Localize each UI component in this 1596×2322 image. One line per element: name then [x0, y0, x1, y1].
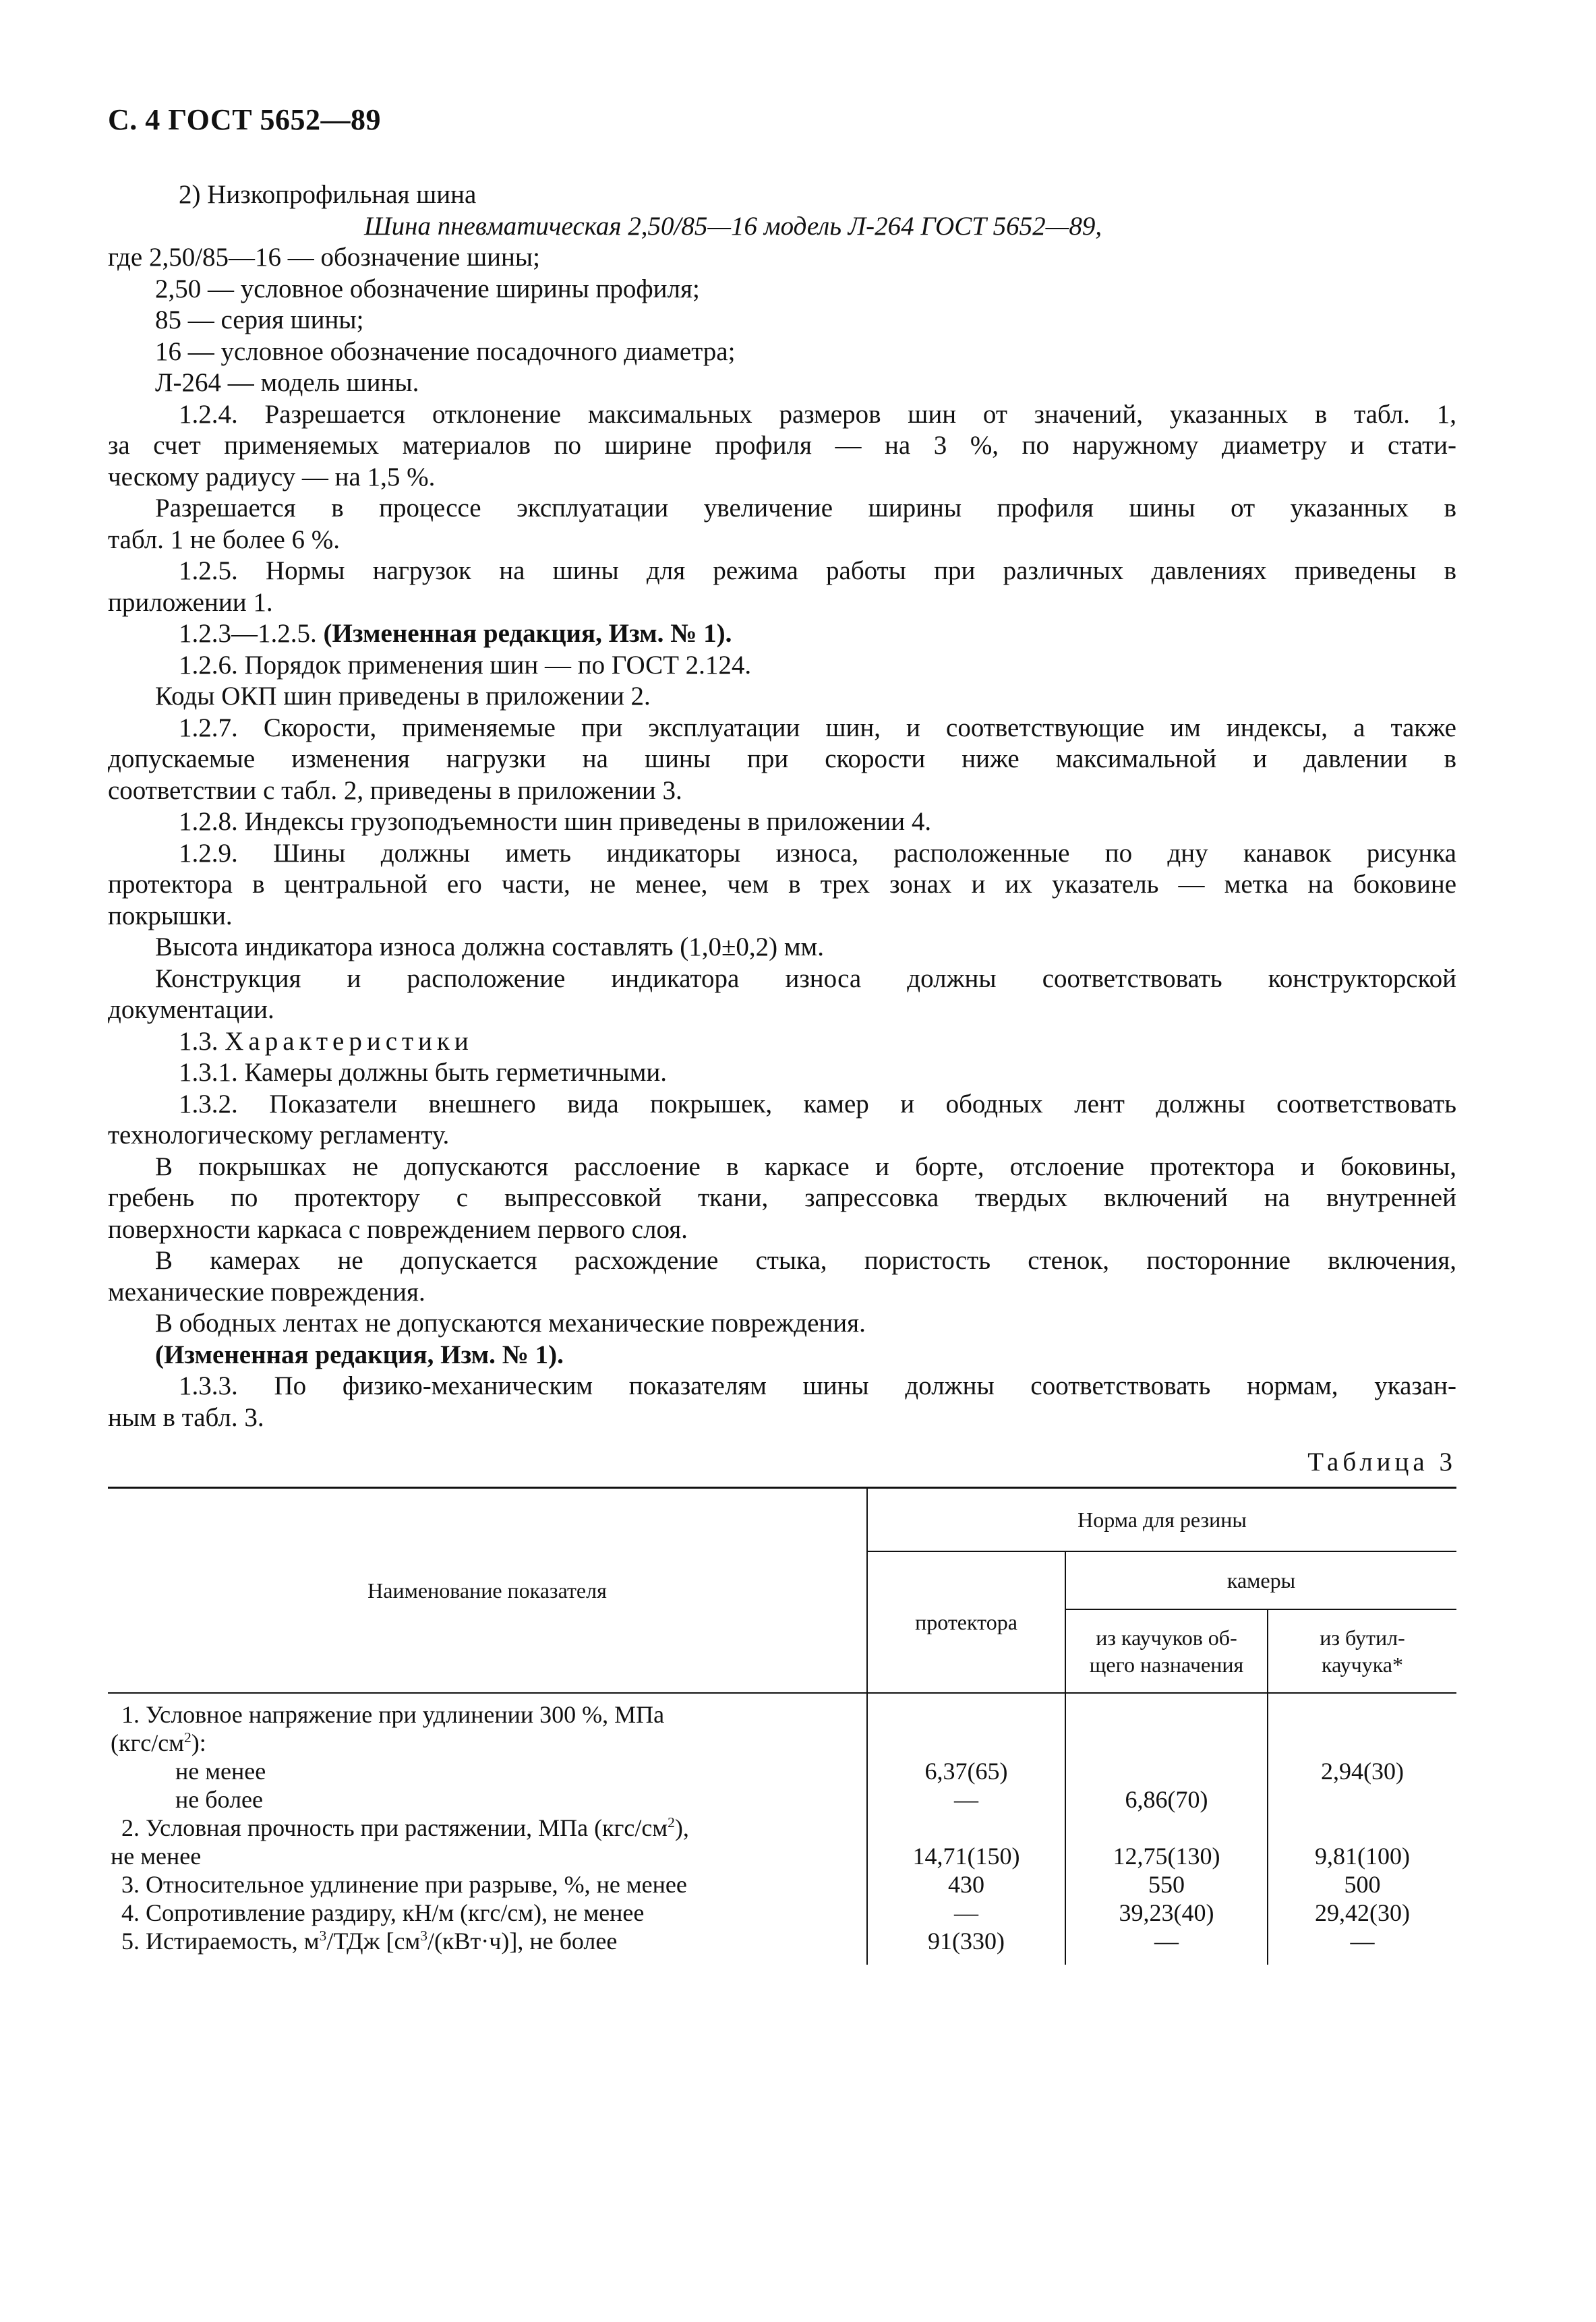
wear-indicator-height: Высота индикатора износа должна составлять (1,0±0,2) мм.	[155, 932, 824, 961]
clause-1-2-6: 1.2.6. Порядок применения шин — по ГОСТ 2.124.	[179, 650, 752, 680]
section-number: 1.3.	[179, 1026, 225, 1056]
clause-1-2-5-line1: 1.2.5. Нормы нагрузок на шины для режима работы при различных давлениях приведены в	[179, 556, 1456, 585]
clause-1-3-2-line1: 1.3.2. Показатели внешнего вида покрышек, камер и ободных лент должны соответствовать	[179, 1089, 1456, 1119]
header-general-rubber-l1: из каучуков об-	[1096, 1626, 1237, 1650]
table-title: Таблица 3	[1307, 1448, 1456, 1477]
row5-general: —	[1065, 1927, 1268, 1965]
clause-1-2-9-line3: покрышки.	[108, 901, 233, 930]
clause-1-2-4-line1: 1.2.4. Разрешается отклонение максимальных размеров шин от значений, указанных в табл. 1,	[179, 399, 1456, 429]
clause-1-2-4-line2: за счет применяемых материалов по ширине профиля — на 3 %, по наружному диаметру и стати-	[108, 431, 1456, 460]
table-row	[108, 1757, 1456, 1785]
rim-tape-defects: В ободных лентах не допускаются механические повреждения.	[155, 1309, 866, 1338]
clause-1-2-4-line3: ческому радиусу — на 1,5 %.	[108, 462, 436, 492]
tire-defects-line3: поверхности каркаса с повреждением первого слоя.	[108, 1214, 688, 1244]
tire-defects-line2: гребень по протектору с выпрессовкой ткани, запрессовка твердых включений на внутренней	[108, 1183, 1456, 1212]
header-butyl-rubber-l2: каучука*	[1322, 1653, 1403, 1677]
clause-1-2-5-line2: приложении 1.	[108, 587, 273, 617]
clause-1-3-3-line1: 1.3.3. По физико-механическим показателям шины должны соответствовать нормам, указан-	[179, 1371, 1456, 1400]
paragraph-low-profile-tire: 2) Низкопрофильная шина	[179, 180, 477, 209]
table-row	[108, 1729, 1456, 1757]
clause-1-3-3-line2: ным в табл. 3.	[108, 1402, 264, 1432]
row1-unit-sup: 2	[183, 1729, 191, 1746]
row1-max-general: 6,86(70)	[1065, 1785, 1268, 1814]
wear-indicator-design-line1: Конструкция и расположение индикатора износа должны соответствовать конструкторской	[155, 963, 1456, 993]
row2-label-post: ),	[674, 1814, 689, 1841]
row5-label-b: /ТДж [см	[326, 1928, 421, 1955]
explanation-series: 85 — серия шины;	[155, 305, 364, 334]
clause-width-increase-line2: табл. 1 не более 6 %.	[108, 525, 340, 554]
row4-tread: —	[867, 1899, 1065, 1927]
row3-label: 3. Относительное удлинение при разрыве, %, не менее	[121, 1871, 687, 1898]
row4-label: 4. Сопротивление раздиру, кН/м (кгс/см), не менее	[121, 1899, 645, 1926]
section-1-3-heading	[108, 1026, 1456, 1058]
header-general-rubber-l2: щего назначения	[1089, 1653, 1244, 1677]
row1-min-label: не менее	[175, 1758, 266, 1785]
row1-min-butyl: 2,94(30)	[1268, 1757, 1456, 1785]
clause-1-2-9-line2: протектора в центральной его части, не менее, чем в трех зонах и их указатель — метка на боковине	[108, 870, 1456, 899]
document-page	[108, 101, 1456, 1965]
amendment-note-2: (Измененная редакция, Изм. № 1).	[155, 1340, 564, 1369]
row1-unit-post: ):	[191, 1729, 206, 1756]
table-row	[108, 1927, 1456, 1965]
row1-unit-pre: (кгс/см	[111, 1729, 184, 1756]
clause-1-2-7-line1: 1.2.7. Скорости, применяемые при эксплуатации шин, и соответствующие им индексы, а также	[179, 713, 1456, 742]
clause-1-3-2-line2: технологическому регламенту.	[108, 1121, 450, 1150]
row3-butyl: 500	[1268, 1870, 1456, 1899]
okp-codes: Коды ОКП шин приведены в приложении 2.	[155, 682, 651, 711]
header-rubber-norm: Норма для резины	[867, 1488, 1456, 1552]
row5-label	[108, 1927, 867, 1965]
row1-min-tread: 6,37(65)	[867, 1757, 1065, 1785]
row2-general: 12,75(130)	[1065, 1842, 1268, 1870]
tire-defects-line1: В покрышках не допускаются расслоение в каркасе и борте, отслоение протектора и боковины,	[155, 1152, 1456, 1181]
row4-butyl: 29,42(30)	[1268, 1899, 1456, 1927]
clause-1-2-7-line3: соответствии с табл. 2, приведены в приложении 3.	[108, 775, 682, 805]
table-row	[108, 1693, 1456, 1729]
explanation-width: 2,50 — условное обозначение ширины профиля;	[155, 274, 700, 303]
physical-mechanical-table	[108, 1487, 1456, 1965]
document-body	[108, 179, 1456, 1433]
clause-1-3-1: 1.3.1. Камеры должны быть герметичными.	[179, 1058, 668, 1087]
amendment-clauses: 1.2.3—1.2.5.	[179, 619, 324, 648]
header-indicator-name: Наименование показателя	[108, 1488, 867, 1694]
row2-label-line2: не менее	[111, 1843, 202, 1870]
row5-label-c: /(кВт·ч)], не более	[427, 1928, 618, 1955]
row2-tread: 14,71(150)	[867, 1842, 1065, 1870]
wear-indicator-design-line2: документации.	[108, 995, 274, 1024]
amendment-note-1	[108, 618, 1456, 650]
row5-label-a: 5. Истираемость, м	[121, 1928, 320, 1955]
table-row	[108, 1814, 1456, 1842]
clause-width-increase-line1: Разрешается в процессе эксплуатации увеличение ширины профиля шины от указанных в	[155, 494, 1456, 523]
explanation-diameter: 16 — условное обозначение посадочного диаметра;	[155, 336, 736, 366]
row1-max-tread: —	[867, 1785, 1065, 1814]
header-butyl-rubber	[1268, 1609, 1456, 1693]
row2-label-pre: 2. Условная прочность при растяжении, МПа (кгс/см	[121, 1814, 668, 1841]
designation-example: Шина пневматическая 2,50/85—16 модель Л-264 ГОСТ 5652—89,	[364, 211, 1102, 241]
row1-label-line1: 1. Условное напряжение при удлинении 300 %, МПа	[121, 1701, 665, 1728]
header-tread: протектора	[867, 1551, 1065, 1693]
row5-sup1: 3	[319, 1928, 327, 1944]
row3-general: 550	[1065, 1870, 1268, 1899]
row2-butyl: 9,81(100)	[1268, 1842, 1456, 1870]
row4-general: 39,23(40)	[1065, 1899, 1268, 1927]
amendment-label: (Измененная редакция, Изм. № 1).	[323, 619, 732, 648]
chamber-defects-line2: механические повреждения.	[108, 1277, 425, 1307]
header-chambers: камеры	[1065, 1551, 1456, 1609]
header-general-rubber	[1065, 1609, 1268, 1693]
row1-label-line2	[108, 1729, 867, 1757]
row5-butyl: —	[1268, 1927, 1456, 1965]
table-row	[108, 1899, 1456, 1927]
section-title: Характеристики	[225, 1026, 473, 1056]
row3-tread: 430	[867, 1870, 1065, 1899]
page-header: С. 4 ГОСТ 5652—89	[108, 103, 382, 136]
row5-tread: 91(330)	[867, 1927, 1065, 1965]
row1-max-label: не более	[175, 1786, 264, 1813]
clause-1-2-9-line1: 1.2.9. Шины должны иметь индикаторы износа, расположенные по дну канавок рисунка	[179, 838, 1456, 868]
clause-1-2-8: 1.2.8. Индексы грузоподъемности шин приведены в приложении 4.	[179, 807, 932, 836]
chamber-defects-line1: В камерах не допускается расхождение стыка, пористость стенок, посторонние включения,	[155, 1246, 1456, 1275]
table-row	[108, 1785, 1456, 1814]
table-row	[108, 1842, 1456, 1870]
row2-label-sup: 2	[668, 1814, 675, 1830]
explanation-model: Л-264 — модель шины.	[155, 368, 419, 397]
header-butyl-rubber-l1: из бутил-	[1320, 1626, 1405, 1650]
clause-1-2-7-line2: допускаемые изменения нагрузки на шины при скорости ниже максимальной и давлении в	[108, 744, 1456, 773]
row2-label-line1	[108, 1814, 867, 1842]
table-row	[108, 1870, 1456, 1899]
row5-sup2: 3	[420, 1928, 428, 1944]
designation-explanation: где 2,50/85—16 — обозначение шины;	[108, 243, 540, 272]
